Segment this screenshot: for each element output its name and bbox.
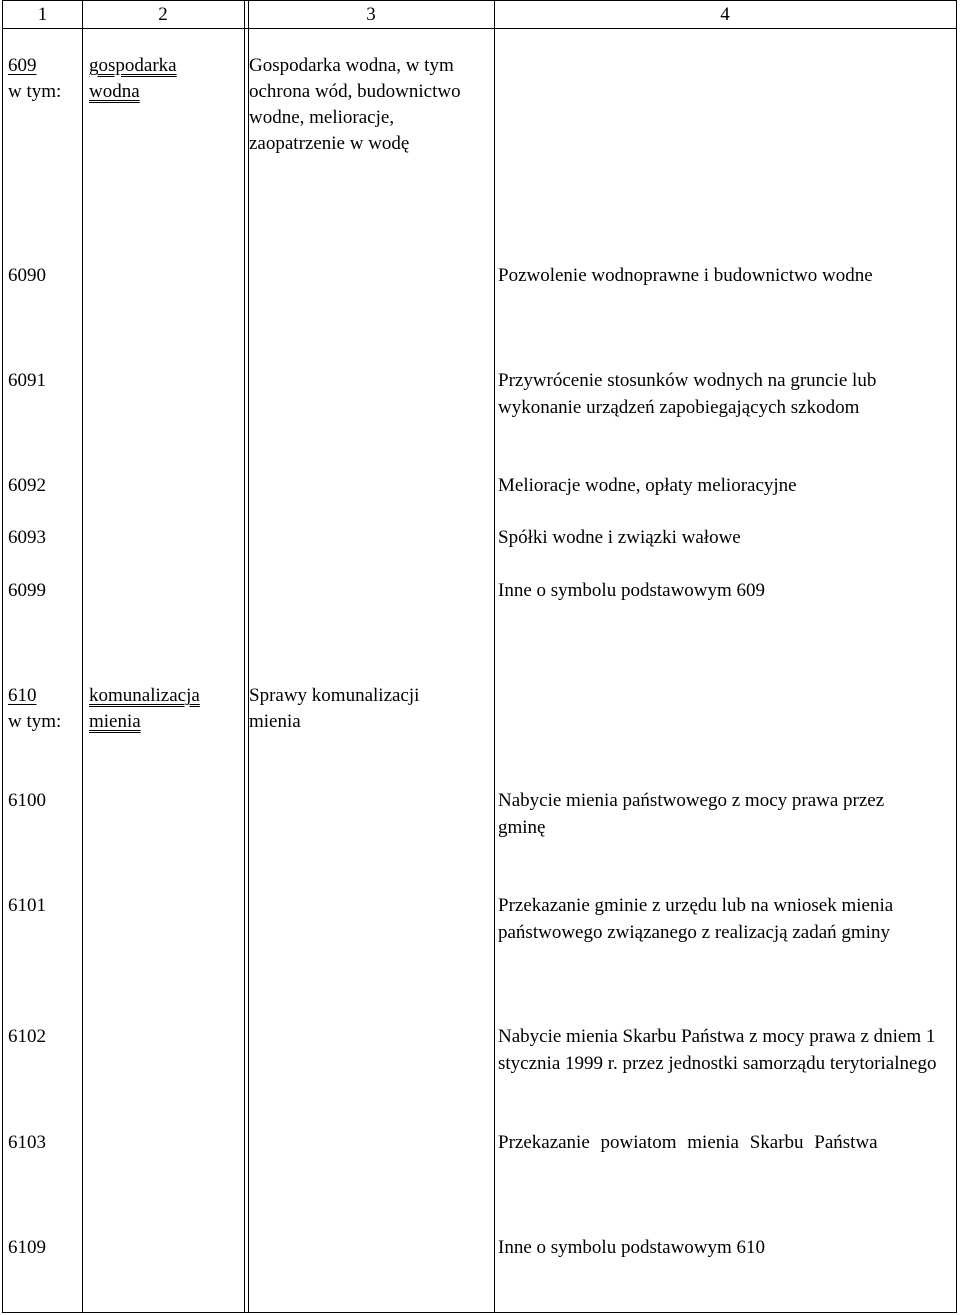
item-description: Inne o symbolu podstawowym 609 [498,580,766,601]
item-code: 6102 [8,1026,46,1047]
group-description: Gospodarka wodna, w tym ochrona wód, budownictwo wodne, melioracje, zaopatrzenie w wodę [249,55,461,154]
item-code: 6100 [8,790,46,811]
item-code: 6091 [8,370,46,391]
group-name: gospodarka wodna [89,55,177,102]
classification-table [2,0,957,1313]
item-code: 6099 [8,580,46,601]
group-description: Sprawy komunalizacji mienia [249,685,420,732]
item-code: 6101 [8,895,46,916]
item-description: Pozwolenie wodnoprawne i budownictwo wodne [498,265,873,286]
column-divider-1 [82,1,83,1312]
item-description: Przekazanie gminie z urzędu lub na wniosek mienia państwowego związanego z realizacją zadań gminy [498,895,894,943]
item-description: Przywrócenie stosunków wodnych na gruncie lub wykonanie urządzeń zapobiegających szkodom [498,370,877,418]
column-divider-2 [244,1,245,1312]
header-rule [3,28,956,29]
group-code [8,683,61,735]
item-code: 6093 [8,527,46,548]
header-col-3: 3 [366,4,376,25]
item-description: Spółki wodne i związki wałowe [498,527,741,548]
item-code: 6103 [8,1132,46,1153]
group-code-number: 609 [8,55,37,76]
header-col-1: 1 [37,4,48,25]
header-col-2: 2 [158,4,168,25]
item-code: 6092 [8,475,46,496]
group-code-number: 610 [8,685,37,706]
item-code: 6090 [8,265,46,286]
group-code [8,53,61,105]
item-description: Nabycie mienia Skarbu Państwa z mocy prawa z dniem 1 stycznia 1999 r. przez jednostki samorządu terytorialnego [498,1026,937,1074]
group-code-suffix: w tym: [8,711,62,732]
group-code-suffix: w tym: [8,81,62,102]
group-name: komunalizacja mienia [89,685,200,732]
item-description: Nabycie mienia państwowego z mocy prawa przez gminę [498,790,885,838]
item-code: 6109 [8,1237,46,1258]
header-col-4: 4 [720,4,730,25]
item-description: Przekazanie powiatom mienia Skarbu Państwa [498,1132,878,1153]
item-description: Inne o symbolu podstawowym 610 [498,1237,766,1258]
column-divider-2b [248,1,249,1312]
item-description: Melioracje wodne, opłaty melioracyjne [498,475,797,496]
column-divider-3 [494,1,495,1312]
